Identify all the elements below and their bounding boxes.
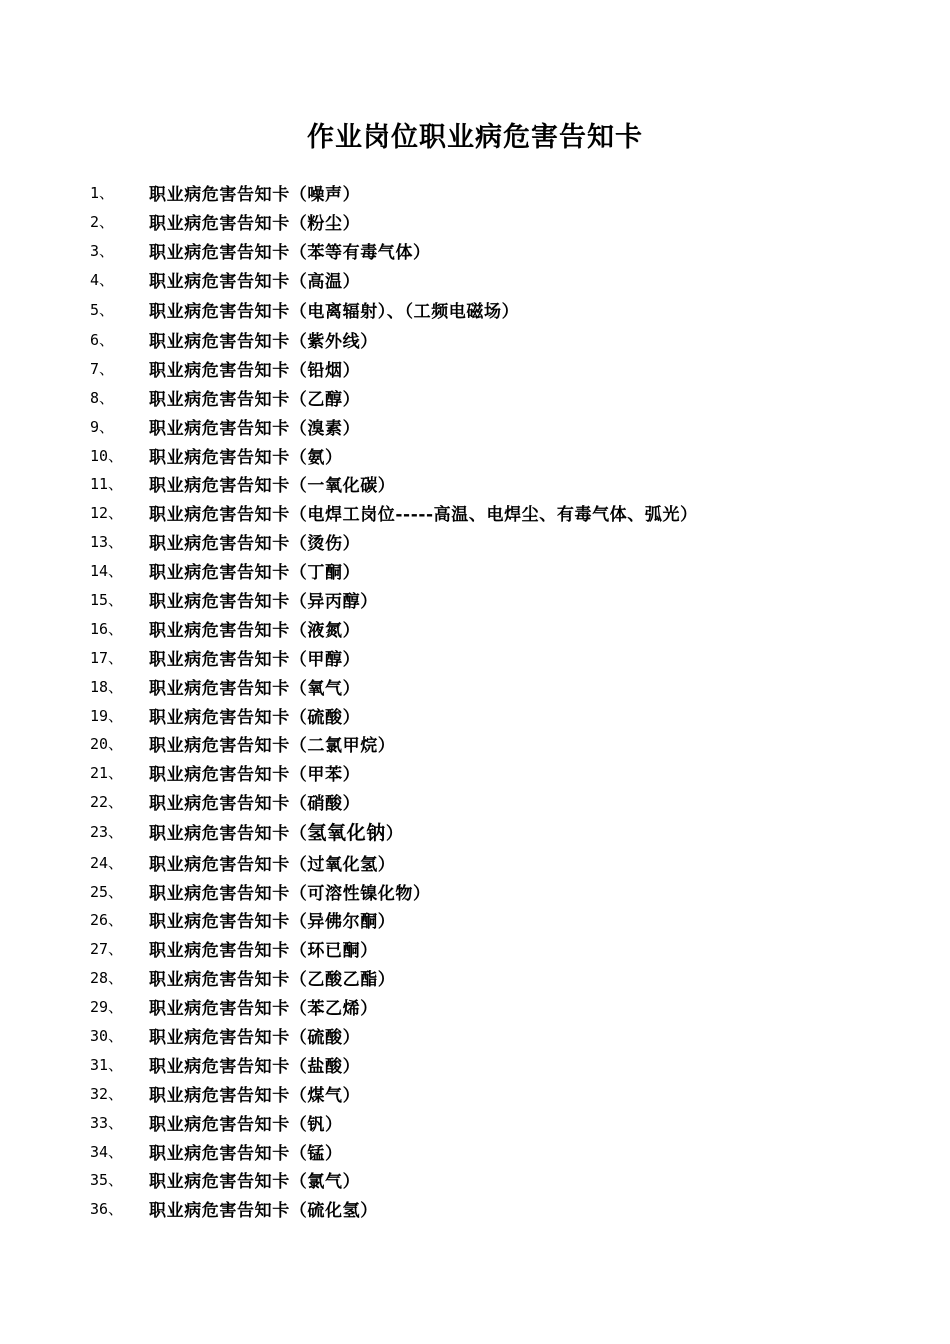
item-number: 11、 [90, 475, 124, 494]
list-item [90, 963, 930, 992]
item-text: 职业病危害告知卡（硫酸） [149, 707, 361, 728]
item-number: 29、 [90, 998, 124, 1017]
item-number: 22、 [90, 793, 124, 812]
list-item [90, 877, 930, 906]
item-text-prefix: 职业病危害告知卡（ [149, 824, 308, 845]
item-text: 职业病危害告知卡（甲醇） [149, 649, 361, 670]
list-item [90, 207, 930, 236]
item-text: 职业病危害告知卡（氨） [149, 447, 343, 468]
item-number: 16、 [90, 619, 124, 638]
list-item [90, 383, 930, 412]
item-number: 20、 [90, 735, 124, 754]
item-text-suffix: ） [385, 824, 404, 845]
list-item [90, 294, 930, 326]
list-item [90, 1137, 930, 1166]
item-text: 职业病危害告知卡（粉尘） [149, 213, 361, 234]
list-item [90, 1079, 930, 1108]
item-number: 7、 [90, 359, 115, 378]
list-item [90, 614, 930, 643]
item-number: 15、 [90, 591, 124, 610]
list-item [90, 585, 930, 614]
item-number: 17、 [90, 648, 124, 667]
list-item [90, 1021, 930, 1050]
list-item [90, 470, 930, 499]
list-item [90, 934, 930, 963]
item-text: 职业病危害告知卡（硫酸） [149, 1027, 361, 1048]
item-text: 职业病危害告知卡（溴素） [149, 418, 361, 439]
item-number: 35、 [90, 1171, 124, 1190]
item-number: 26、 [90, 911, 124, 930]
item-text: 职业病危害告知卡（一氧化碳） [149, 476, 396, 497]
item-number: 21、 [90, 764, 124, 783]
item-number: 36、 [90, 1200, 124, 1219]
list-item [90, 441, 930, 470]
item-text: 职业病危害告知卡（煤气） [149, 1085, 361, 1106]
item-number: 30、 [90, 1026, 124, 1045]
list-item [90, 758, 930, 787]
item-number: 23、 [90, 823, 124, 842]
list-item [90, 1166, 930, 1195]
item-number: 6、 [90, 331, 115, 349]
list-item [90, 787, 930, 816]
item-text: 职业病危害告知卡（氧气） [149, 678, 361, 699]
list-item [90, 1108, 930, 1137]
item-text: 职业病危害告知卡（紫外线） [149, 332, 378, 352]
item-number: 28、 [90, 969, 124, 988]
item-text: 职业病危害告知卡（苯乙烯） [149, 999, 378, 1020]
item-number: 13、 [90, 533, 124, 552]
item-number: 4、 [90, 270, 115, 289]
list-item [90, 905, 930, 934]
list-item [90, 527, 930, 556]
list-item [90, 992, 930, 1021]
item-text: 职业病危害告知卡（苯等有毒气体） [149, 242, 431, 263]
item-text: 职业病危害告知卡（噪声） [149, 184, 361, 205]
item-text [149, 818, 403, 845]
item-text: 职业病危害告知卡（环已酮） [149, 941, 378, 962]
item-number: 24、 [90, 853, 124, 872]
item-number: 14、 [90, 562, 124, 581]
item-number: 1、 [90, 183, 115, 202]
list-item [90, 701, 930, 730]
item-number: 31、 [90, 1055, 124, 1074]
list-item [90, 412, 930, 441]
list-item [90, 498, 930, 527]
item-text: 职业病危害告知卡（甲苯） [149, 765, 361, 786]
list-item [90, 325, 930, 354]
list-item [90, 265, 930, 294]
item-text: 职业病危害告知卡（高温） [149, 271, 361, 292]
list-item [90, 236, 930, 265]
item-text: 职业病危害告知卡（二氯甲烷） [149, 736, 396, 757]
item-text: 职业病危害告知卡（乙酸乙酯） [149, 970, 396, 991]
list-item [90, 556, 930, 585]
item-number: 18、 [90, 677, 124, 696]
item-text: 职业病危害告知卡（铅烟） [149, 360, 361, 381]
item-number: 2、 [90, 212, 115, 231]
item-number: 32、 [90, 1084, 124, 1103]
item-text: 职业病危害告知卡（乙醇） [149, 389, 361, 410]
item-text: 职业病危害告知卡（硝酸） [149, 794, 361, 815]
item-text: 职业病危害告知卡（异丙醇） [149, 592, 378, 613]
item-number: 10、 [90, 446, 124, 465]
item-number: 8、 [90, 388, 115, 407]
item-number: 5、 [90, 300, 115, 319]
list-item [90, 1050, 930, 1079]
item-text: 职业病危害告知卡（锰） [149, 1143, 343, 1164]
page-title: 作业岗位职业病危害告知卡 [307, 122, 643, 153]
list-item [90, 730, 930, 759]
item-text: 职业病危害告知卡（硫化氢） [149, 1201, 378, 1222]
item-number: 33、 [90, 1113, 124, 1132]
item-text: 职业病危害告知卡（盐酸） [149, 1056, 361, 1077]
list-item [90, 178, 930, 207]
item-number: 9、 [90, 417, 115, 436]
item-number: 3、 [90, 241, 115, 260]
item-text: 职业病危害告知卡（电焊工岗位-----高温、电焊尘、有毒气体、弧光） [149, 505, 698, 526]
list-item [90, 1194, 930, 1223]
item-number: 19、 [90, 706, 124, 725]
notice-card-list [90, 178, 930, 1223]
item-text: 职业病危害告知卡（电离辐射）、（工频电磁场） [149, 301, 520, 322]
list-item [90, 816, 930, 848]
item-text: 职业病危害告知卡（液氮） [149, 620, 361, 641]
list-item [90, 848, 930, 877]
item-number: 27、 [90, 940, 124, 959]
item-number: 12、 [90, 504, 124, 523]
item-number: 25、 [90, 882, 124, 901]
item-text: 职业病危害告知卡（异佛尔酮） [149, 912, 396, 933]
item-text: 职业病危害告知卡（过氧化氢） [149, 854, 396, 875]
list-item [90, 354, 930, 383]
item-number: 34、 [90, 1142, 124, 1161]
item-text: 职业病危害告知卡（丁酮） [149, 563, 361, 584]
item-text: 职业病危害告知卡（烫伤） [149, 534, 361, 555]
item-text-substance: 氢氧化钠 [307, 822, 386, 845]
list-item [90, 672, 930, 701]
item-text: 职业病危害告知卡（可溶性镍化物） [149, 883, 431, 904]
list-item [90, 643, 930, 672]
item-text: 职业病危害告知卡（钒） [149, 1114, 343, 1135]
item-text: 职业病危害告知卡（氯气） [149, 1172, 361, 1193]
